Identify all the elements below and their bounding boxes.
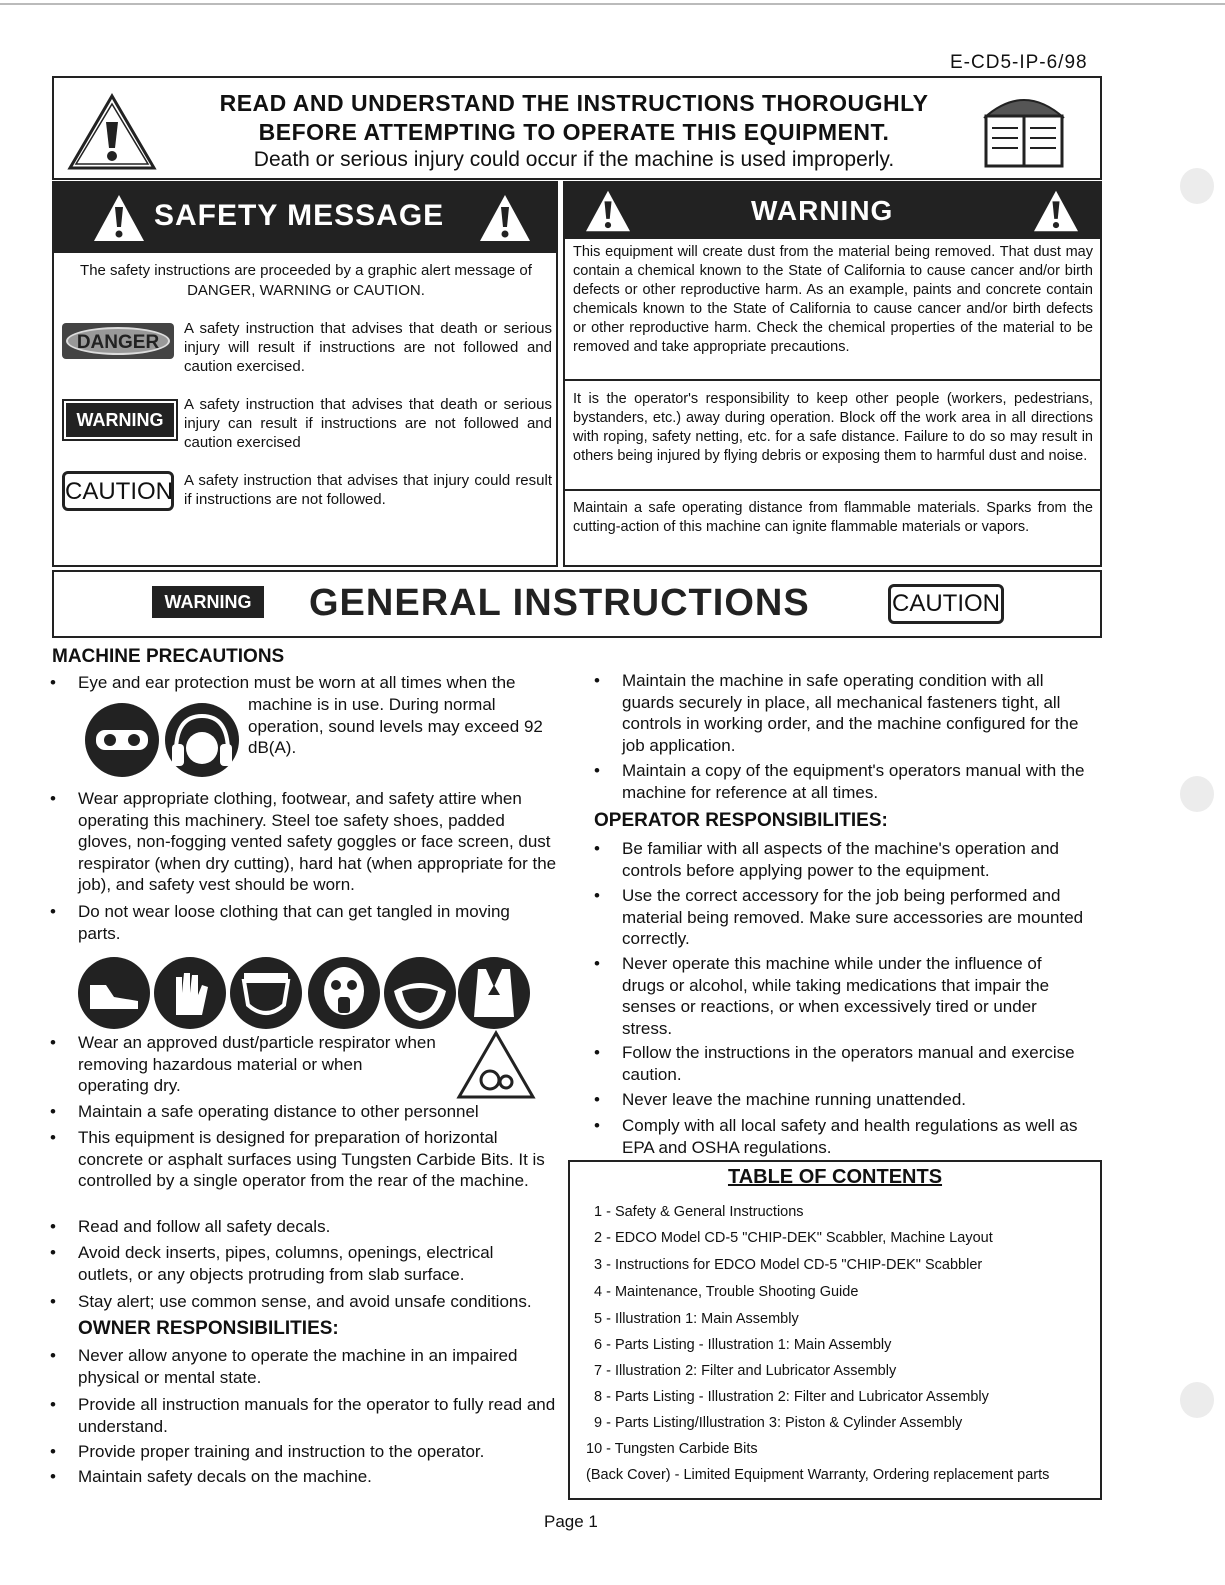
danger-badge	[62, 323, 174, 359]
manual-book-icon	[978, 88, 1070, 172]
operator-item-5: Never leave the machine running unattended.	[622, 1090, 967, 1109]
safety-shoes-icon	[76, 955, 152, 1031]
general-instructions-banner	[52, 570, 1102, 638]
caution-description: A safety instruction that advises that injury could result if instructions are not followed.	[184, 472, 552, 508]
hazard-triangle-icon	[456, 1030, 536, 1100]
toc-title: TABLE OF CONTENTS	[727, 1166, 943, 1188]
warning-title: WARNING	[751, 195, 894, 226]
toc-row: 2 - EDCO Model CD-5 "CHIP-DEK" Scabbler, Machine Layout	[594, 1230, 993, 1246]
owner-item-4: Maintain safety decals on the machine.	[78, 1467, 372, 1486]
top-rule	[0, 3, 1225, 5]
read-instructions-header	[52, 76, 1102, 180]
danger-description: A safety instruction that advises that death or serious injury will result if instructions are not followed and caution exercised.	[184, 320, 552, 375]
operator-item-1: Be familiar with all aspects of the machine's operation and controls before applying power to the equipment.	[622, 839, 1059, 880]
warning-divider	[565, 379, 1100, 381]
operator-item-4: Follow the instructions in the operators manual and exercise caution.	[622, 1043, 1075, 1084]
maintain-condition-text: Maintain the machine in safe operating condition with all guards securely in place, all mechanical fasteners tight, all controls in working order, and the machine configured for the job application.	[622, 671, 1079, 755]
alert-triangle-icon	[583, 189, 633, 233]
caution-badge: CAUTION	[888, 584, 1004, 624]
toc-row: 9 - Parts Listing/Illustration 3: Piston & Cylinder Assembly	[594, 1415, 963, 1431]
toc-row: 8 - Parts Listing - Illustration 2: Filter and Lubricator Assembly	[594, 1389, 989, 1405]
safety-message-intro: The safety instructions are proceeded by a graphic alert message of DANGER, WARNING or CAUTION.	[80, 262, 532, 299]
warning-bar	[565, 183, 1100, 239]
toc-row: 10 - Tungsten Carbide Bits	[586, 1441, 758, 1457]
stay-alert-text: Stay alert; use common sense, and avoid unsafe conditions.	[78, 1292, 532, 1311]
maintain-manual-text: Maintain a copy of the equipment's operators manual with the machine for reference at all times.	[622, 761, 1085, 802]
safety-message-box	[52, 181, 558, 567]
document-code: E-CD5-IP-6/98	[950, 52, 1088, 73]
toc-row: 4 - Maintenance, Trouble Shooting Guide	[594, 1284, 859, 1300]
binder-hole	[1180, 168, 1214, 204]
general-instructions-title: GENERAL INSTRUCTIONS	[309, 582, 810, 624]
warning-flammable-paragraph: Maintain a safe operating distance from flammable materials. Sparks from the cutting-action of this machine can ignite flammable materials or vapors.	[573, 500, 1093, 535]
loose-clothing-text: Do not wear loose clothing that can get tangled in moving parts.	[78, 902, 510, 943]
warning-box	[563, 181, 1102, 567]
warning-badge: WARNING	[150, 584, 266, 620]
toc-row: (Back Cover) - Limited Equipment Warranty, Ordering replacement parts	[586, 1467, 1050, 1483]
alert-triangle-icon	[92, 193, 146, 243]
toc-row: 3 - Instructions for EDCO Model CD-5 "CHIP-DEK" Scabbler	[594, 1257, 983, 1273]
machine-precautions-heading: MACHINE PRECAUTIONS	[52, 646, 285, 667]
respirator-icon	[306, 955, 382, 1031]
alert-triangle-icon	[66, 92, 158, 172]
header-line-1: READ AND UNDERSTAND THE INSTRUCTIONS THOROUGHLY	[219, 90, 929, 116]
operator-item-6: Comply with all local safety and health regulations as well as EPA and OSHA regulations.	[622, 1116, 1078, 1157]
toc-row: 5 - Illustration 1: Main Assembly	[594, 1311, 799, 1327]
gloves-icon	[152, 955, 228, 1031]
warning-bystander-paragraph: It is the operator's responsibility to keep other people (workers, pedestrians, bystanders, etc.) away during operation. Block off the work area in all directions with roping, safety netting, etc. for a safe distance. Failure to do so may result in others being injured by flying debris or exposing them to harmful dust and noise.	[573, 391, 1093, 464]
safety-message-bar	[54, 183, 556, 253]
toc-row: 1 - Safety & General Instructions	[594, 1204, 804, 1220]
operator-item-2: Use the correct accessory for the job being performed and material being removed. Make sure accessories are mounted correctly.	[622, 886, 1084, 948]
header-line-2: BEFORE ATTEMPTING TO OPERATE THIS EQUIPMENT.	[258, 119, 890, 145]
eye-ear-continuation: machine is in use. During normal operation, sound levels may exceed 92 dB(A).	[248, 695, 543, 757]
face-shield-icon	[228, 955, 304, 1031]
clothing-text: Wear appropriate clothing, footwear, and safety attire when operating this machinery. Steel toe safety shoes, padded gloves, non-fogging vented safety goggles or face screen, dust respirator (when dry cutting), hard hat (when appropriate for the job), and safety vest should be worn.	[78, 789, 557, 894]
warning-badge: WARNING	[62, 399, 178, 441]
toc-row: 7 - Illustration 2: Filter and Lubricator Assembly	[594, 1363, 897, 1379]
eye-ear-protection-text: Eye and ear protection must be worn at all times when the	[78, 673, 516, 692]
caution-badge: CAUTION	[62, 471, 174, 511]
operator-item-3: Never operate this machine while under the influence of drugs or alcohol, while taking medications that impair the senses or reactions, or when excessively tired or under stress.	[622, 954, 1050, 1038]
danger-badge-label: DANGER	[66, 327, 170, 355]
operator-responsibilities-heading: OPERATOR RESPONSIBILITIES:	[594, 810, 888, 831]
warning-description: A safety instruction that advises that death or serious injury can result if instructions are not followed and caution exercised	[184, 396, 552, 451]
safety-decals-text: Read and follow all safety decals.	[78, 1217, 331, 1236]
warning-divider	[565, 489, 1100, 491]
toc-row: 6 - Parts Listing - Illustration 1: Main Assembly	[594, 1337, 892, 1353]
safety-message-title: SAFETY MESSAGE	[154, 199, 445, 232]
table-of-contents	[568, 1160, 1102, 1500]
owner-item-1: Never allow anyone to operate the machine in an impaired physical or mental state.	[78, 1346, 518, 1387]
operating-distance-text: Maintain a safe operating distance to other personnel	[78, 1102, 479, 1121]
hard-hat-icon	[382, 955, 458, 1031]
equipment-design-text: This equipment is designed for preparation of horizontal concrete or asphalt surfaces using Tungsten Carbide Bits. It is controlled by a single operator from the rear of the machine.	[78, 1128, 545, 1190]
alert-triangle-icon	[1031, 189, 1081, 233]
page-number: Page 1	[544, 1512, 598, 1531]
alert-triangle-icon	[478, 193, 532, 243]
owner-responsibilities-heading: OWNER RESPONSIBILITIES:	[78, 1318, 339, 1339]
owner-item-3: Provide proper training and instruction to the operator.	[78, 1442, 485, 1461]
owner-item-2: Provide all instruction manuals for the operator to fully read and understand.	[78, 1395, 556, 1436]
avoid-obstacles-text: Avoid deck inserts, pipes, columns, openings, electrical outlets, or any objects protruding from slab surface.	[78, 1243, 494, 1284]
header-line-3: Death or serious injury could occur if the machine is used improperly.	[253, 148, 895, 171]
respirator-text: Wear an approved dust/particle respirator when removing hazardous material or when operating dry.	[78, 1033, 436, 1095]
warning-dust-paragraph: This equipment will create dust from the material being removed. That dust may contain a chemical known to the State of California to cause cancer and/or birth defects or other reproductive harm. As an example, paints and concrete contain chemicals known to the State of California to cause cancer and/or birth defects or other reproductive harm. Check the chemical properties of the material to be removed and take appropriate precautions.	[573, 244, 1093, 355]
binder-hole	[1180, 1382, 1214, 1418]
eye-protection-icon	[84, 700, 244, 780]
binder-hole	[1180, 776, 1214, 812]
safety-vest-icon	[456, 955, 532, 1031]
